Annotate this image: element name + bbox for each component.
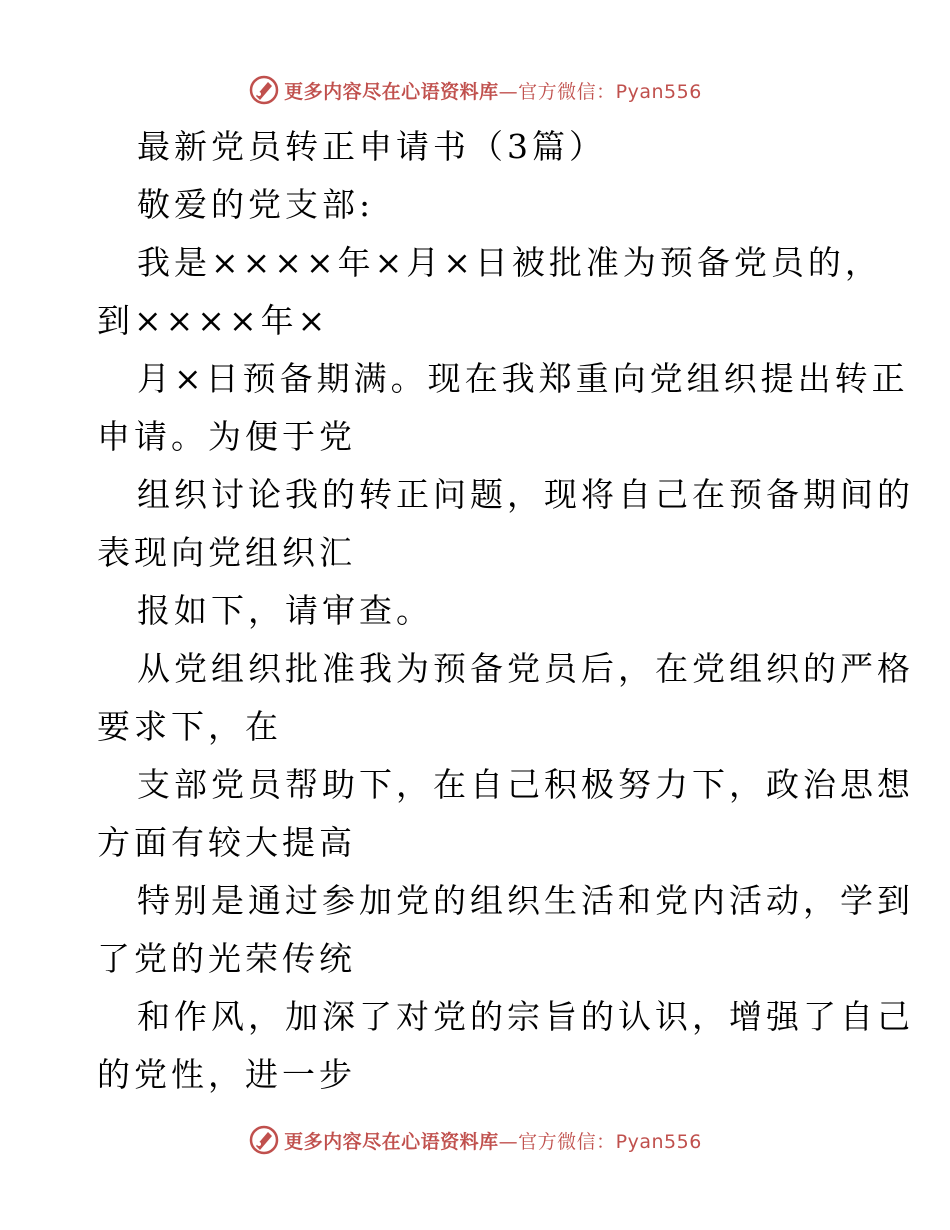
footer-banner — [0, 1120, 950, 1160]
document-line: 到××××年× — [97, 301, 330, 340]
document-body — [97, 118, 914, 1104]
document-line: 月×日预备期满。现在我郑重向党组织提出转正 — [137, 359, 909, 398]
header-suffix: 官方微信：Pyan556 — [518, 80, 702, 103]
document-line: 敬爱的党支部: — [137, 185, 375, 224]
document-line: 组织讨论我的转正问题，现将自己在预备期间的 — [137, 475, 914, 514]
footer-text — [284, 1127, 702, 1154]
document-line: 要求下，在 — [97, 707, 282, 746]
footer-brand: 更多内容尽在心语资料库 — [284, 1130, 499, 1153]
brand-logo-icon — [248, 74, 280, 106]
header-banner — [0, 70, 950, 110]
document-line: 方面有较大提高 — [97, 823, 356, 862]
document-line: 我是××××年×月×日被批准为预备党员的， — [137, 243, 882, 282]
footer-separator: — — [498, 1130, 519, 1153]
document-line: 特别是通过参加党的组织生活和党内活动，学到 — [137, 881, 914, 920]
document-line: 的党性，进一步 — [97, 1055, 356, 1094]
document-line: 和作风，加深了对党的宗旨的认识，增强了自己 — [137, 997, 914, 1036]
brand-logo-icon — [248, 1124, 280, 1156]
document-line: 从党组织批准我为预备党员后，在党组织的严格 — [137, 649, 914, 688]
header-text — [284, 77, 702, 104]
document-line: 申请。为便于党 — [97, 417, 356, 456]
document-line: 了党的光荣传统 — [97, 939, 356, 978]
document-line: 支部党员帮助下，在自己积极努力下，政治思想 — [137, 765, 914, 804]
document-lines — [97, 176, 914, 1104]
document-line: 报如下，请审查。 — [137, 591, 433, 630]
document-title: 最新党员转正申请书（3篇） — [137, 127, 606, 166]
footer-suffix: 官方微信：Pyan556 — [518, 1130, 702, 1153]
header-separator: — — [498, 80, 519, 103]
document-line: 表现向党组织汇 — [97, 533, 356, 572]
header-brand: 更多内容尽在心语资料库 — [284, 80, 499, 103]
